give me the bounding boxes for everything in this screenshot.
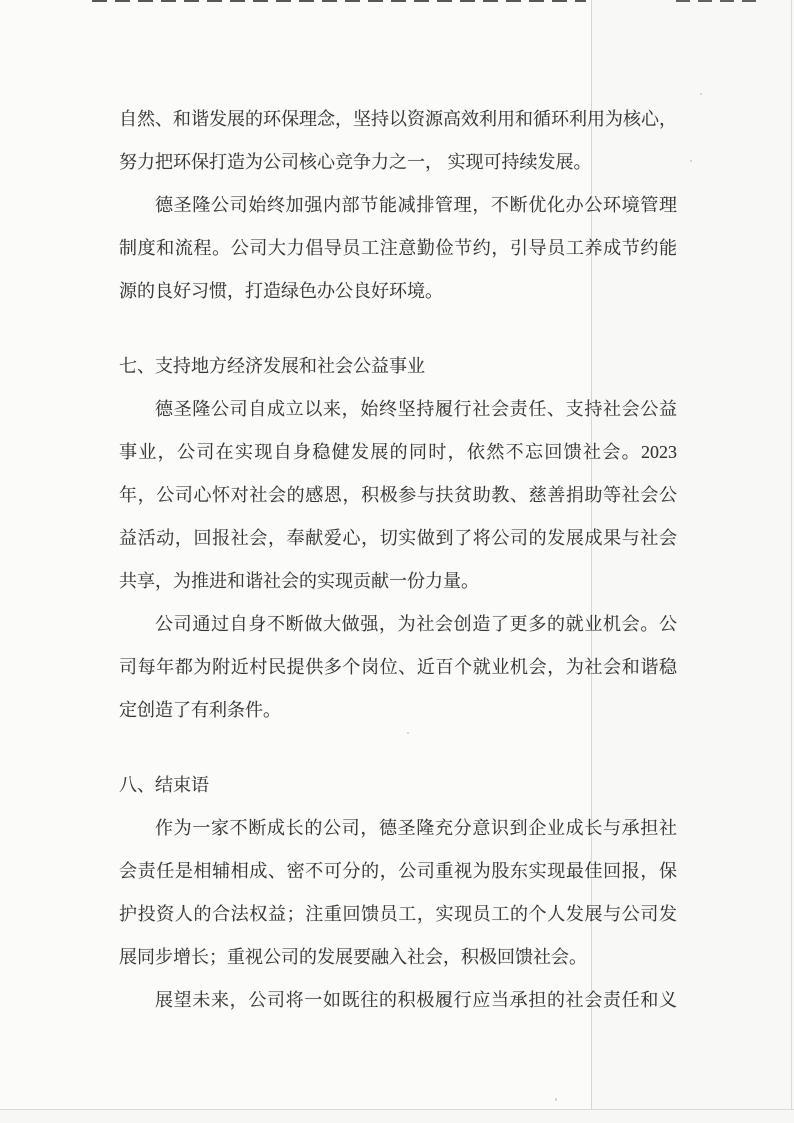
paragraph [119,388,677,603]
scan-speck [555,1098,557,1101]
paragraph [119,98,677,184]
text-line: 司每年都为附近村民提供多个岗位、近百个就业机会，为社会和谐稳 [119,657,677,677]
scan-tint-bottom [0,1110,794,1123]
scan-edge-dashes-right [676,0,762,2]
text-line: 展同步增长；重视公司的发展要融入社会，积极回馈社会。 [119,947,587,967]
paragraph [119,807,677,979]
scan-edge-dashes-left [92,0,586,2]
section-heading [119,764,677,807]
paragraph [119,979,677,1022]
text-line: 作为一家不断成长的公司，德圣隆充分意识到企业成长与承担社 [155,818,677,838]
heading-line: 七、支持地方经济发展和社会公益事业 [119,356,425,376]
text-line: 共享，为推进和谐社会的实现贡献一份力量。 [119,571,479,591]
text-line: 源的良好习惯，打造绿色办公良好环境。 [119,281,443,301]
section-heading [119,345,677,388]
text-line: 事业，公司在实现自身稳健发展的同时，依然不忘回馈社会。2023 [119,442,677,462]
paragraph [119,603,677,732]
text-line: 德圣隆公司自成立以来，始终坚持履行社会责任、支持社会公益 [155,399,677,419]
scan-edge-line-right [791,0,792,1109]
text-line: 护投资人的合法权益；注重回馈员工，实现员工的个人发展与公司发 [119,904,677,924]
heading-line: 八、结束语 [119,775,209,795]
scan-edge-line-bottom [0,1109,794,1110]
scan-speck [690,160,692,162]
scan-speck [700,93,702,95]
text-line: 自然、和谐发展的环保理念，坚持以资源高效利用和循环利用为核心， [119,109,677,129]
text-line: 定创造了有利条件。 [119,700,281,720]
text-line: 努力把环保打造为公司核心竞争力之一， 实现可持续发展。 [119,152,592,172]
paragraph [119,184,677,313]
page-content [119,98,677,1022]
text-line: 德圣隆公司始终加强内部节能减排管理，不断优化办公环境管理 [155,195,677,215]
text-line: 制度和流程。公司大力倡导员工注意勤俭节约，引导员工养成节约能 [119,238,677,258]
text-line: 年，公司心怀对社会的感恩，积极参与扶贫助教、慈善捐助等社会公 [119,485,677,505]
text-line: 公司通过自身不断做大做强，为社会创造了更多的就业机会。公 [155,614,677,634]
text-line: 益活动，回报社会，奉献爱心，切实做到了将公司的发展成果与社会 [119,528,677,548]
text-line: 展望未来，公司将一如既往的积极履行应当承担的社会责任和义 [155,990,677,1010]
text-line: 会责任是相辅相成、密不可分的，公司重视为股东实现最佳回报，保 [119,861,677,881]
